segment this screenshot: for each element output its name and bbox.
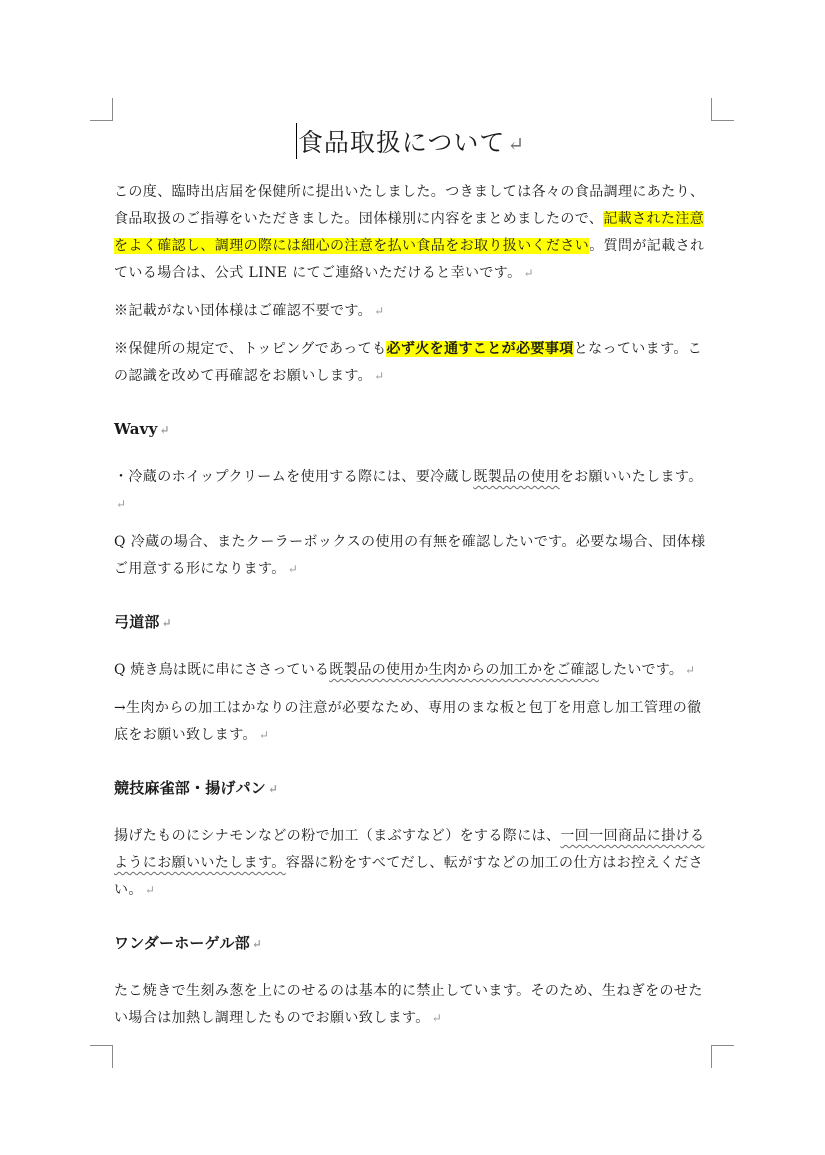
paragraph-mark-icon: ↵ — [431, 1011, 442, 1025]
spellcheck-underline-text[interactable]: 既製品の使用 — [473, 469, 560, 485]
paragraph-mark-icon: ↵ — [161, 616, 172, 630]
paragraph-mark-icon: ↵ — [116, 497, 127, 511]
note-rule-paragraph[interactable] — [114, 336, 706, 390]
crop-mark-bottom-left — [90, 1045, 113, 1068]
section-text: たこ焼きで生刻み葱を上にのせるのは基本的に禁止しています。そのため、生ねぎをのせたい場合は加熱し調理したものでお願い致します。 — [114, 983, 703, 1026]
intro-text-1: この度、臨時出店届を保健所に提出いたしました。つきましては各々の食品調理にあたり、食品取扱のご指導をいただきました。団体様別に内容をまとめましたので、 — [114, 184, 705, 227]
section-paragraph[interactable] — [114, 657, 706, 684]
section-heading-text: 弓道部 — [114, 613, 160, 631]
document-page[interactable] — [114, 120, 706, 1043]
paragraph-mark-icon: ↵ — [287, 562, 298, 576]
section-paragraph[interactable] — [114, 529, 706, 583]
note-rule-text-1: ※保健所の規定で、トッピングであっても — [114, 341, 387, 357]
intro-text-2: 。質問が記載されている場合は、公式 LINE にてご連絡いただけると幸いです。 — [114, 238, 705, 281]
section-text: をお願いいたします。 — [559, 469, 703, 485]
note-no-entry-paragraph[interactable] — [114, 298, 706, 325]
spellcheck-underline-text[interactable]: 一回一回商品に掛けるようにお願いいたします。 — [114, 828, 705, 871]
section-heading-text: Wavy — [114, 420, 158, 438]
paragraph-mark-icon: ↵ — [523, 266, 534, 280]
section-text: →生肉からの加工はかなりの注意が必要なため、専用のまな板と包丁を用意し加工管理の徹底をお願い致します。 — [114, 700, 702, 743]
section-text: したいです。 — [598, 662, 684, 678]
paragraph-mark-icon: ↵ — [159, 423, 170, 437]
section-paragraph[interactable] — [114, 978, 706, 1032]
section-heading-mahjong[interactable] — [114, 775, 706, 803]
paragraph-mark-icon: ↵ — [374, 369, 385, 383]
intro-paragraph[interactable] — [114, 179, 706, 287]
paragraph-mark-icon: ↵ — [258, 728, 269, 742]
section-paragraph[interactable] — [114, 695, 706, 749]
intro-highlight: 記載された注意をよく確認し、調理の際には細心の注意を払い食品をお取り扱いください — [114, 211, 705, 254]
paragraph-mark-icon: ↵ — [374, 304, 385, 318]
section-paragraph[interactable] — [114, 464, 706, 518]
section-text: Q 焼き鳥は既に串にささっている — [114, 662, 330, 678]
paragraph-mark-icon: ↵ — [507, 132, 525, 156]
section-text: ・冷蔵のホイップクリームを使用する際には、要冷蔵し — [114, 469, 474, 485]
section-heading-text: ワンダーホーゲル部 — [114, 934, 250, 952]
paragraph-mark-icon: ↵ — [251, 937, 262, 951]
section-text: 揚げたものにシナモンなどの粉で加工（まぶすなど）をする際には、 — [114, 828, 561, 844]
crop-mark-bottom-right — [711, 1045, 734, 1068]
section-text: Q 冷蔵の場合、またクーラーボックスの使用の有無を確認したいです。必要な場合、団体様ご用意する形になります。 — [114, 534, 706, 577]
crop-mark-top-right — [711, 98, 734, 121]
section-heading-text: 競技麻雀部・揚げパン — [114, 779, 267, 797]
title-text: 食品取扱について — [297, 128, 506, 157]
note-rule-highlight: 必ず火を通すことが必要事項 — [386, 341, 574, 357]
text-cursor — [296, 123, 297, 159]
crop-mark-top-left — [90, 98, 113, 121]
section-paragraph[interactable] — [114, 823, 706, 904]
section-heading-wandervogel[interactable] — [114, 930, 706, 958]
section-text: 容器に粉をすべてだし、転がすなどの加工の仕方はお控えください。 — [114, 855, 704, 898]
paragraph-mark-icon: ↵ — [144, 883, 155, 897]
section-heading-wavy[interactable] — [114, 416, 706, 444]
spellcheck-underline-text[interactable]: 既製品の使用か生肉からの加工かをご確認 — [329, 662, 599, 678]
document-title[interactable] — [114, 120, 706, 167]
section-heading-kyudo[interactable] — [114, 609, 706, 637]
paragraph-mark-icon: ↵ — [268, 782, 279, 796]
note-rule-text-2: となっています。この認識を改めて再確認をお願いします。 — [114, 341, 703, 384]
paragraph-mark-icon: ↵ — [685, 663, 696, 677]
note-no-entry-text: ※記載がない団体様はご確認不要です。 — [114, 303, 373, 319]
